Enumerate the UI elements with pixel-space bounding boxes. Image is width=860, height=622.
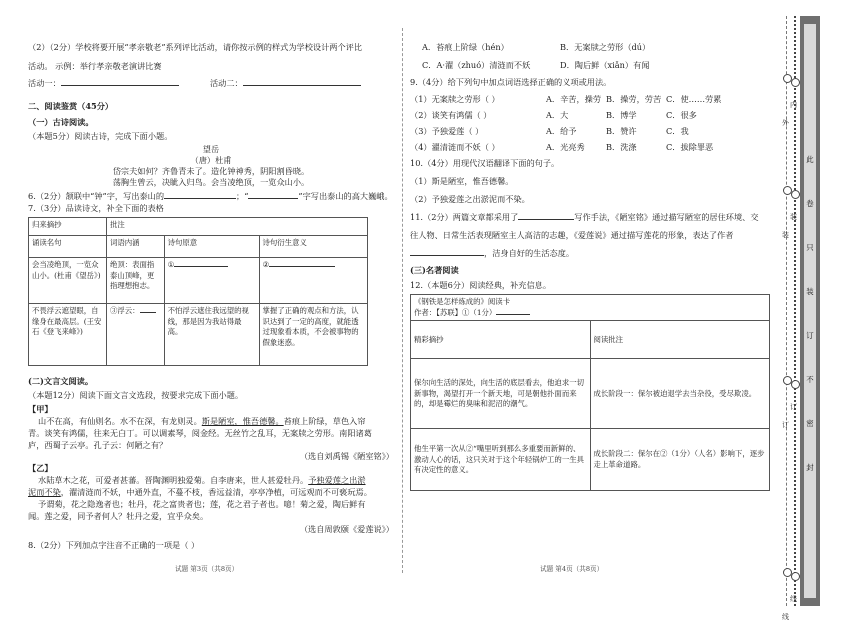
poem-title: 望岳 [202,144,220,154]
page-divider [402,28,403,573]
q12-text: 12.（本题6分）阅读经典，补充信息。 [410,280,552,290]
table-cell-answer[interactable]: ③浮云： [106,304,164,366]
table-cell: 绝顶：表面指泰山顶峰，更指理想抱志。 [106,258,164,304]
yi-source: （选自周敦颐《爱莲说》） [299,524,394,534]
q10-item2: （2）予独爱莲之出淤泥而不染。 [410,194,530,204]
binding-circle [791,190,800,199]
q6-end: ”字写出泰山的高大巍峨。 [298,191,393,201]
q6-mid: ；“ [236,191,249,201]
binding-char: 密 [806,419,814,428]
q8-option-b[interactable]: B．无案牍之劳形（dú） [560,42,651,52]
table-header-cell: 归来摘抄 [29,218,107,236]
table-cell: 不畏浮云遮望眼，自缘身在最高层。(王安石《登飞来峰》) [29,304,107,366]
q10-text: 10.（4分）用现代汉语翻译下面的句子。 [410,158,560,168]
q9-choice[interactable]: A．光亮秀 [546,142,585,152]
q9-choice[interactable]: B．洗涤 [606,142,637,152]
q6-blank1[interactable] [164,198,236,199]
sub3-heading: (三)名著阅读 [410,265,459,275]
binding-strip [782,16,842,621]
poem-table [28,217,368,366]
card-cell: 成长阶段一：保尔被迫退学去当杂役，受尽欺凌。 [590,359,770,429]
reading-card-title: 《钢铁是怎样炼成的》阅读卡 [414,297,511,306]
jia-label: 【甲】 [28,404,53,414]
reading-card-title-cell [411,295,770,321]
table-header-cell: 批注 [106,218,367,236]
card-header-cell: 阅读批注 [590,321,770,359]
left-footer: 试题 第3页（共8页） [175,565,239,573]
binding-circle [791,78,800,87]
q11-line2: 往人物、日常生活表现陋室主人高洁的志趣，《爱莲说》通过描写莲花的形象，表达了作者 [410,230,734,240]
q11-text: 11.（2分）两篇文章都采用了 [410,212,519,222]
q5-line1: （2）（2分）学校将要开展“孝亲敬老”系列评比活动，请你按示例的样式为学校设计两个评比 [28,42,363,52]
binding-mark: 外 [782,119,789,127]
q10-item1: （1）斯是陋室，惟吾德馨。 [410,176,514,186]
q6-text: 6.（2分）颔联中“钟”字，写出泰山的 [28,191,165,201]
q11-blank2[interactable] [410,255,484,256]
outer-cut-line [786,16,787,606]
activity2-blank[interactable] [243,85,361,86]
q9-text: 9.（4分）给下列句中加点词语选择正确的义项或用法。 [410,77,612,87]
binding-char: 卷 [806,199,814,208]
section2-heading: 二、阅读鉴赏（45分） [28,101,114,111]
poem-line2: 荡胸生曾云，决眦入归鸟。会当凌绝顶，一览众山小。 [112,177,310,187]
yi-line1: 水陆草木之花，可爱者甚蕃。晋陶渊明独爱菊。自李唐来，世人甚爱牡丹。予独爱莲之出淤 [38,475,366,485]
poem-line1: 岱宗夫如何？齐鲁青未了。造化钟神秀，阴阳割昏晓。 [112,166,310,176]
q8-text: 8.（2分）下列加点字注音不正确的一项是（ ） [28,540,200,550]
q9-choice[interactable]: A．大 [546,110,569,120]
q9-choice[interactable]: C．我 [666,126,689,136]
binding-mark: 内 [790,101,797,109]
q8-option-d[interactable]: D．陶后鲜（xiǎn）有闻 [560,60,650,70]
yi-label: 【乙】 [28,463,53,473]
q9-choice[interactable]: B．操劳，劳苦 [606,94,662,104]
jia-line3: 庐，西蜀子云亭。孔子云：何陋之有？ [28,440,168,450]
card-cell: 他生平第一次从②“嘴里听到那么多重要而新鲜的、激动人心的话，这只关对于这个年轻锅炉工的一生具有决定性的意义。 [411,429,591,491]
q9-item: （4）濯清涟而不妖（ ） [410,142,500,152]
q9-choice[interactable]: B．博学 [606,110,637,120]
yi-line2: 泥而不染，濯清涟而不妖，中通外直，不蔓不枝，香远益清，亭亭净植，可远观而不可亵玩焉。 [28,487,372,497]
q9-choice[interactable]: C．使……劳累 [666,94,722,104]
card-cell-answer[interactable]: 成长阶段二：保尔在②（1分）（人名）影响下，逐步走上革命道路。 [590,429,770,491]
poem-author: （唐）杜甫 [190,155,232,165]
yi-line3: 予谓菊，花之隐逸者也；牡丹，花之富贵者也；莲，花之君子者也。噫！菊之爱，陶后鲜有 [38,499,366,509]
binding-char: 只 [806,243,814,252]
sub1-heading: （一）古诗阅读。 [28,117,94,127]
binding-band-inner [804,24,816,598]
binding-mark: 线 [790,595,797,603]
binding-mark: 订 [790,403,797,411]
activity2-label: 活动二： [209,78,243,88]
q9-choice[interactable]: A．辛苦，操劳 [546,94,602,104]
q9-item: （1）无案牍之劳形（ ） [410,94,500,104]
binding-mark: 线 [782,613,789,621]
q5-line2: 活动。 示例：举行孝亲敬老演讲比赛 [28,61,162,71]
q8-option-a[interactable]: A．苔痕上阶绿（hén） [422,42,509,52]
q9-choice[interactable]: C．拔除罪恶 [666,142,714,152]
binding-circle [791,380,800,389]
q11-blank1[interactable] [518,219,574,220]
binding-mark: 订 [782,421,789,429]
yi-underlined: 予独爱莲之出淤 [308,475,366,485]
binding-mark: 装 [790,213,797,221]
table-cell-answer[interactable]: ② [259,258,368,304]
yi-line4: 闻。莲之爱，同予者何人？牡丹之爱，宜乎众矣。 [28,511,209,521]
jia-underlined: 斯是陋室，惟吾德馨。 [201,416,284,426]
q8-option-c[interactable]: C．A·濯（zhuó）清涟而不妖 [422,60,531,70]
q9-choice[interactable]: C．很多 [666,110,697,120]
activity1-label: 活动一： [28,78,61,88]
binding-mark: 装 [782,231,789,239]
reading-card [410,294,770,491]
table-header-cell: 诗句原意 [164,236,259,258]
table-cell: 不怕浮云遮住我远望的视线，那是因为我站得最高。 [164,304,259,366]
binding-char: 封 [806,463,814,472]
right-footer: 试题 第4页（共8页） [540,565,604,573]
jia-line1: 山不在高，有仙则名。水不在深，有龙则灵。斯是陋室，惟吾德馨。苔痕上阶绿，草色入帘 [38,416,366,426]
table-cell: 会当凌绝顶，一览众山小。(杜甫《望岳》) [29,258,107,304]
q9-choice[interactable]: B．赞许 [606,126,637,136]
jia-source: （选自刘禹锡《陋室铭》） [299,451,394,461]
q9-item: （3）予独爱莲（ ） [410,126,484,136]
binding-char: 不 [806,375,814,384]
card-cell: 保尔向生活的深处，向生活的底层看去，他迫求一切新事物，渴望打开一个新天地，可是朝他扑面而来的，却是霉烂的臭味和泥沼的潮气。 [411,359,591,429]
activity1-blank[interactable] [61,85,179,86]
table-cell-answer[interactable]: ① [164,258,259,304]
classical-intro: （本题12分）阅读下面文言文选段，按要求完成下面小题。 [28,390,244,400]
binding-char: 装 [806,287,814,296]
poem-intro: （本题5分）阅读古诗，完成下面小题。 [28,131,173,141]
q9-choice[interactable]: A．给予 [546,126,577,136]
table-header-cell: 词语内涵 [106,236,164,258]
table-cell: 掌握了正确的观点和方法，认识达到了一定的高度，就能透过现象看本质，不会被事物的假象迷惑。 [259,304,368,366]
table-header-cell: 诗句衍生意义 [259,236,368,258]
binding-circle [791,572,800,581]
binding-char: 此 [806,155,814,164]
sub2-heading: (二)文言文阅读。 [28,376,94,386]
q7-text: 7.（3分）品读诗文，补全下面的表格 [28,203,164,213]
jia-line2: 青。谈笑有鸿儒，往来无白丁。可以调素琴，阅金经。无丝竹之乱耳，无案牍之劳形。南阳诸葛 [28,428,372,438]
binding-char: 订 [806,331,814,340]
q6-blank2[interactable] [248,198,298,199]
table-header-cell: 诵读名句 [29,236,107,258]
reading-card-author: 作者：【苏联】①（1分） [414,308,766,319]
card-header-cell: 精彩摘抄 [411,321,591,359]
q9-item: （2）谈笑有鸿儒（ ） [410,110,492,120]
